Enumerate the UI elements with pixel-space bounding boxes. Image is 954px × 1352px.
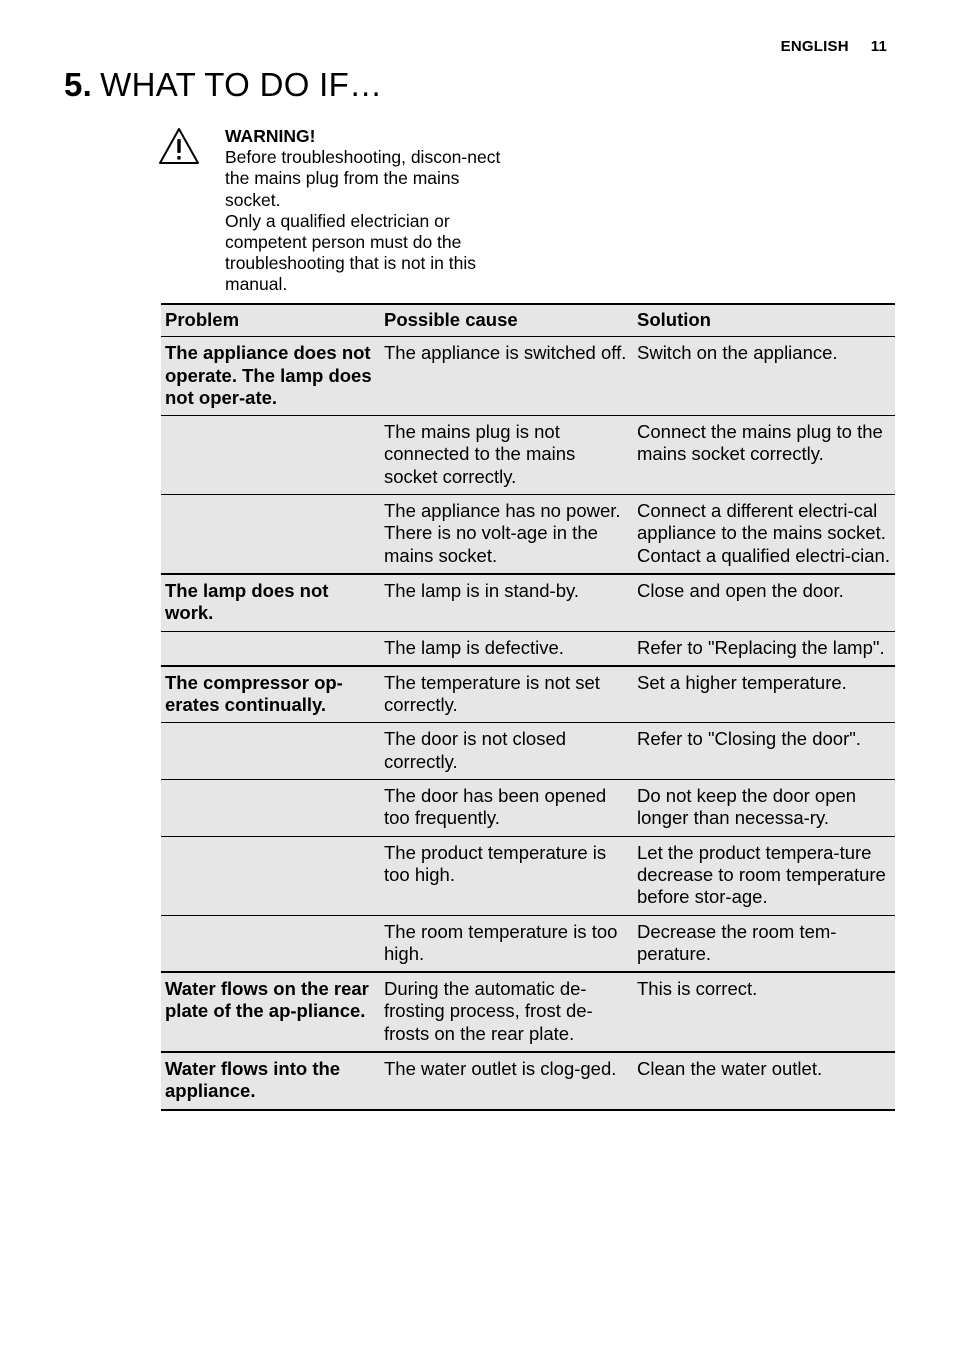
table-row [161,915,895,972]
cause-cell: The appliance has no power. There is no volt-age in the mains socket. [380,495,633,574]
problem-cell: The appliance does not operate. The lamp does not oper-ate. [161,337,380,416]
solution-cell: Refer to "Replacing the lamp". [633,631,895,666]
solution-cell: Let the product tempera-ture decrease to room temperature before stor-age. [633,836,895,915]
cause-cell: The mains plug is not connected to the mains socket correctly. [380,416,633,495]
problem-cell: Water flows into the appliance. [161,1052,380,1110]
problem-cell [161,495,380,574]
cause-cell: The appliance is switched off. [380,337,633,416]
troubleshooting-table [161,303,895,1111]
table-row [161,631,895,666]
table-row [161,1052,895,1110]
table-row [161,972,895,1052]
section-title [64,66,382,104]
cause-cell: The lamp is defective. [380,631,633,666]
problem-cell: Water flows on the rear plate of the ap-pliance. [161,972,380,1052]
table-header-row [161,304,895,337]
table-row [161,574,895,631]
solution-cell: This is correct. [633,972,895,1052]
solution-cell: Connect a different electri-cal appliance to the mains socket. Contact a qualified electri-cian. [633,495,895,574]
solution-cell: Connect the mains plug to the mains socket correctly. [633,416,895,495]
problem-cell [161,780,380,837]
table-row [161,495,895,574]
cause-cell: The door has been opened too frequently. [380,780,633,837]
cause-cell: The door is not closed correctly. [380,723,633,780]
solution-cell: Clean the water outlet. [633,1052,895,1110]
table-row [161,836,895,915]
table-row [161,666,895,723]
column-header-solution: Solution [633,304,895,337]
problem-cell [161,723,380,780]
solution-cell: Close and open the door. [633,574,895,631]
section-title-text: WHAT TO DO IF… [100,66,383,103]
cause-cell: The room temperature is too high. [380,915,633,972]
solution-cell: Decrease the room tem-perature. [633,915,895,972]
warning-box [225,126,515,296]
column-header-cause: Possible cause [380,304,633,337]
solution-cell: Refer to "Closing the door". [633,723,895,780]
problem-cell [161,631,380,666]
problem-cell: The lamp does not work. [161,574,380,631]
problem-cell [161,836,380,915]
warning-paragraph: Only a qualified electrician or competent person must do the troubleshooting that is not in this manual. [225,210,476,295]
warning-title: WARNING! [225,126,316,146]
problem-cell: The compressor op-erates continually. [161,666,380,723]
problem-cell [161,915,380,972]
solution-cell: Do not keep the door open longer than necessa-ry. [633,780,895,837]
language-label: ENGLISH [780,38,849,55]
solution-cell: Switch on the appliance. [633,337,895,416]
problem-cell [161,416,380,495]
cause-cell: The temperature is not set correctly. [380,666,633,723]
table-row [161,780,895,837]
warning-triangle-icon [158,127,200,165]
cause-cell: The water outlet is clog-ged. [380,1052,633,1110]
warning-paragraph: Before troubleshooting, discon-nect the mains plug from the mains socket. [225,147,501,210]
table-row [161,723,895,780]
solution-cell: Set a higher temperature. [633,666,895,723]
table-row [161,416,895,495]
page-header [781,38,887,55]
table-row [161,337,895,416]
cause-cell: During the automatic de-frosting process, frost de-frosts on the rear plate. [380,972,633,1052]
section-number: 5. [64,66,93,103]
cause-cell: The lamp is in stand-by. [380,574,633,631]
column-header-problem: Problem [161,304,380,337]
page-number: 11 [870,38,887,55]
cause-cell: The product temperature is too high. [380,836,633,915]
